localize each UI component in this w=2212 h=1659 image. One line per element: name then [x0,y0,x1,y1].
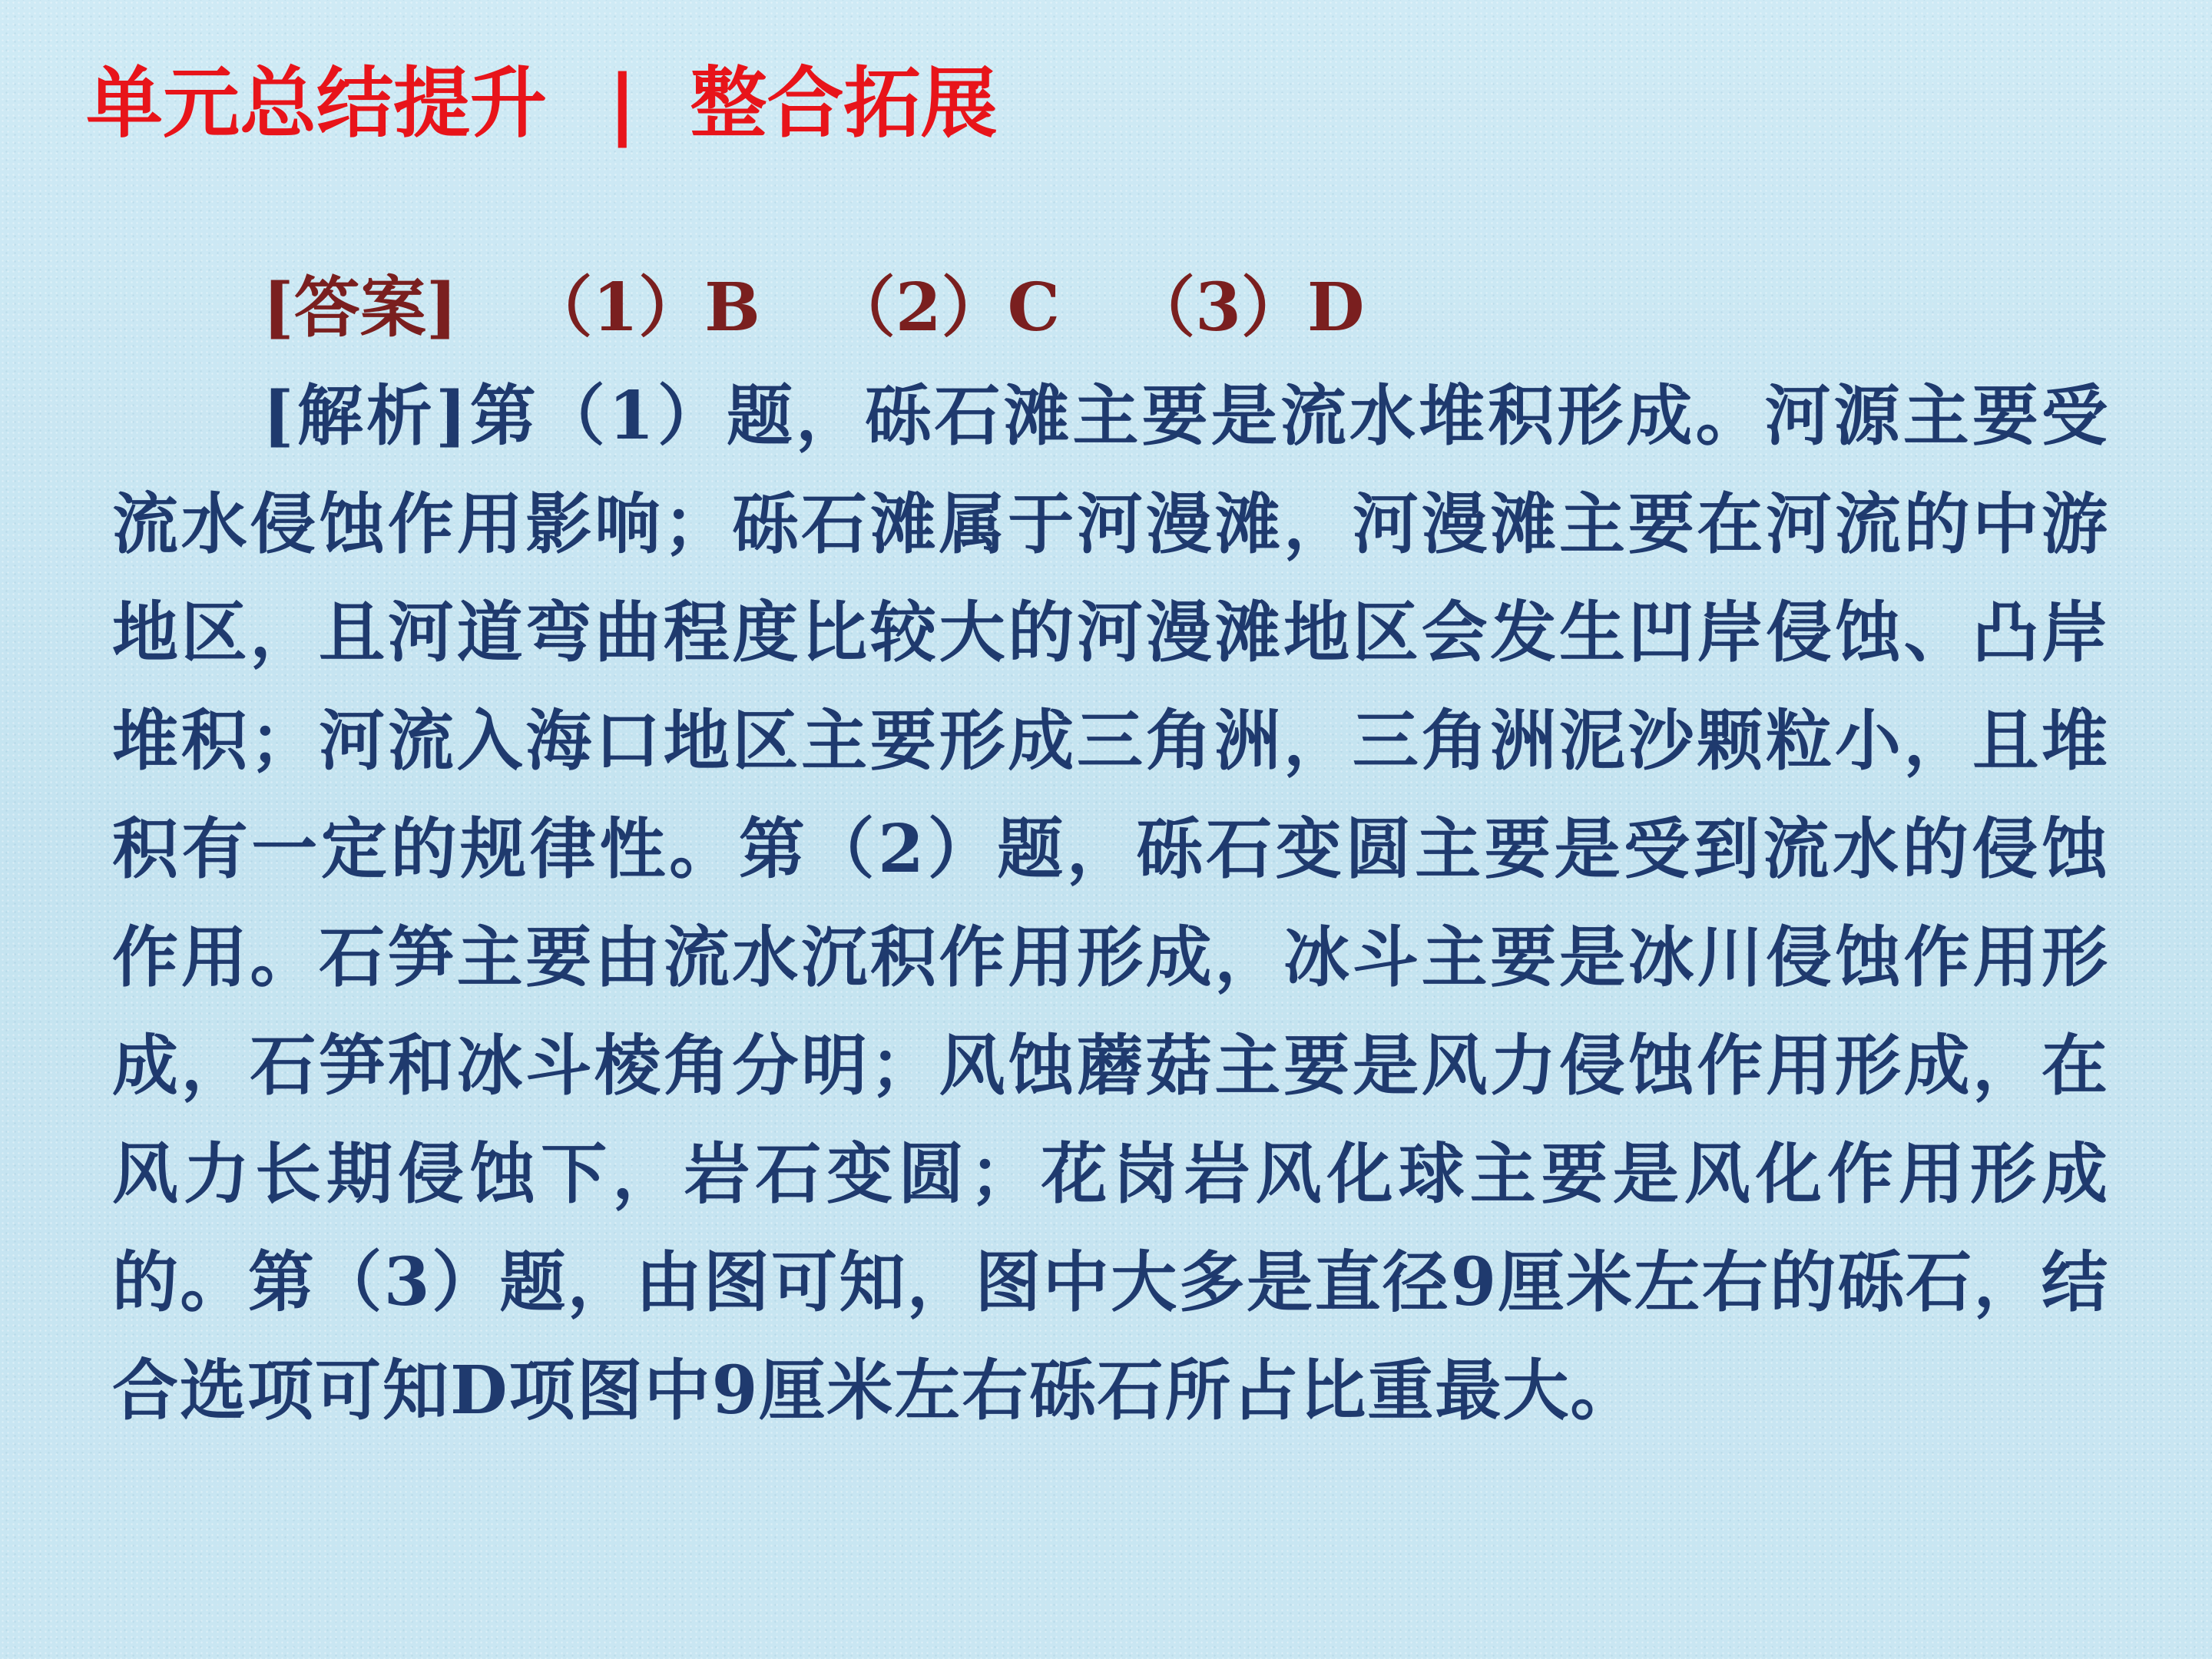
analysis-paragraph: [解析]第（1）题，砾石滩主要是流水堆积形成。河源主要受流水侵蚀作用影响；砾石滩属于河漫滩，河漫滩主要在河流的中游地区，且河道弯曲程度比较大的河漫滩地区会发生凹岸侵蚀、凸岸堆积；河流入海口地区主要形成三角洲，三角洲泥沙颗粒小，且堆积有一定的规律性。第（2）题，砾石变圆主要是受到流水的侵蚀作用。石笋主要由流水沉积作用形成，冰斗主要是冰川侵蚀作用形成，石笋和冰斗棱角分明；风蚀蘑菇主要是风力侵蚀作用形成，在风力长期侵蚀下，岩石变圆；花岗岩风化球主要是风化作用形成的。第（3）题，由图可知，图中大多是直径9厘米左右的砾石，结合选项可知D项图中9厘米左右砾石所占比重最大。 [112,377,2109,1429]
answer-item-2: （2）C [829,269,1061,346]
slide-header [86,54,998,154]
answer-line [112,253,2109,362]
answer-item-1: （1）B [526,269,760,346]
header-separator: | [608,58,637,148]
header-title: 单元总结提升 [86,58,547,148]
answer-label: [答案] [263,269,458,346]
slide-body [112,253,2109,1445]
header-subtitle: 整合拓展 [690,58,998,148]
answer-item-3: （3）D [1129,269,1365,346]
